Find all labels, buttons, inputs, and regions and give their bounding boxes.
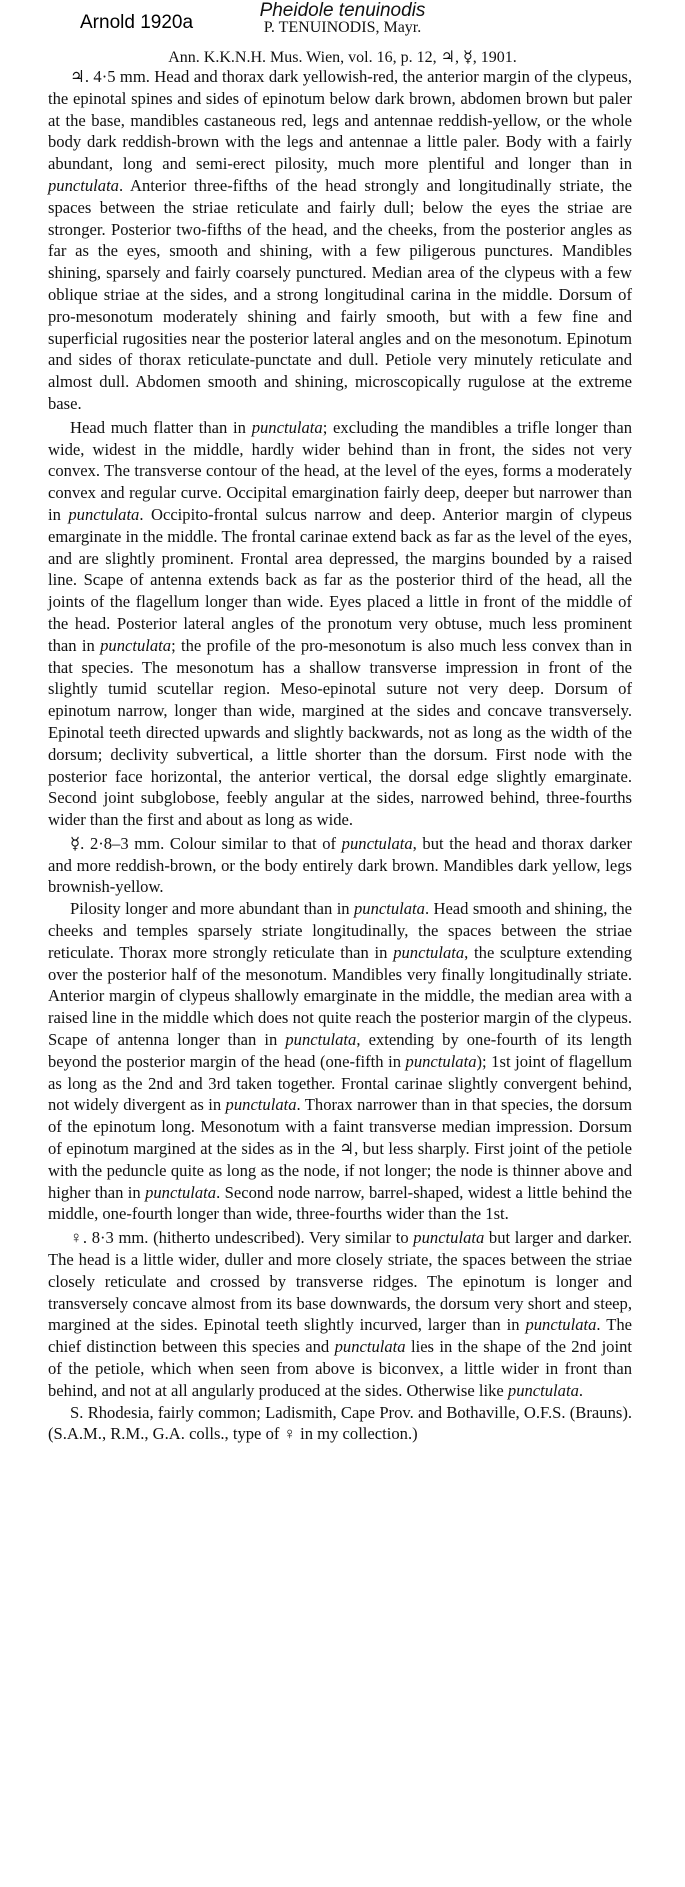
paragraph-major-head: Head much flatter than in punctulata; excluding the mandibles a trifle longer than wide, widest in the middle, hardly wider behind than in front, the sides not very convex. The transverse contour of the head, at the level of the eyes, forms a moderately convex and regular curve. Occipital emargination fairly deep, deeper but narrower than in punctulata. Occipito-frontal sulcus narrow and deep. Anterior margin of clypeus emarginate in the middle. The frontal carinae extend back as far as the level of the eyes, and are slightly prominent. Frontal area depressed, the margins bounded by a raised line. Scape of antenna extends back as far as the posterior third of the head, all the joints of the flagellum longer than wide. Eyes placed a little in front of the middle of the head. Posterior lateral angles of the pronotum very obtuse, much less prominent than in punctulata; the profile of the pro-mesonotum is also much less convex than in that species. The mesonotum has a shallow transverse impression in front of the slightly tumid scutellar region. Meso-epinotal suture not very deep. Dorsum of epinotum narrow, longer than wide, margined at the sides and concave transversely. Epinotal teeth directed upwards and slightly backwards, not as long as the width of the dorsum; declivity subvertical, a little shorter than the dorsum. First node with the posterior face horizontal, the anterior vertical, the dorsal edge slightly emarginate. Second joint subglobose, feebly angular at the sides, narrowed behind, three-fourths wider than the first and about as long as wide. (48, 417, 632, 830)
header-species-name: Pheidole tenuinodis (259, 0, 426, 21)
paragraph-distribution: S. Rhodesia, fairly common; Ladismith, Cape Prov. and Bothaville, O.F.S. (Brauns). (S.A.M., R.M., G.A. colls., type of ♀ in my collection.) (48, 1402, 632, 1444)
paragraph-minor-worker: ☿. 2·8–3 mm. Colour similar to that of punctulata, but the head and thorax darker and more reddish-brown, or the body entirely dark brown. Mandibles dark yellow, legs brownish-yellow. (48, 833, 632, 897)
header-author-year: Arnold 1920a (80, 12, 194, 33)
reference-line: Ann. K.K.N.H. Mus. Wien, vol. 16, p. 12, ♃, ☿, 1901. (168, 49, 517, 66)
paragraph-major-worker: ♃. 4·5 mm. Head and thorax dark yellowish-red, the anterior margin of the clypeus, the epinotal spines and sides of epinotum below dark brown, abdomen brown but paler at the base, mandibles castaneous red, legs and antennae reddish-yellow, or the whole body dark reddish-brown with the legs and antennae a little paler. Body with a fairly abundant, long and semi-erect pilosity, much more plentiful and longer than in punctulata. Anterior three-fifths of the head strongly and longitudinally striate, the spaces between the striae reticulate and fairly dull; below the eyes the striae are stronger. Posterior two-fifths of the head, and the cheeks, from the posterior angles as far as the eyes, smooth and shining, with a few piligerous punctures. Mandibles shining, sparsely and fairly coarsely punctured. Median area of the clypeus with a few oblique striae at the sides, and a strong longitudinal carina in the middle. Dorsum of pro-mesonotum moderately shining and fairly smooth, but with a few fine and superficial rugosities near the posterior lateral angles and on the mesonotum. Epinotum and sides of thorax reticulate-punctate and dull. Petiole very minutely reticulate and almost dull. Abdomen smooth and shining, microscopically rugulose at the extreme base. (48, 67, 632, 413)
paragraph-female: ♀. 8·3 mm. (hitherto undescribed). Very similar to punctulata but larger and darker. The head is a little wider, duller and more closely striate, the spaces between the striae closely reticulate and crossed by transverse ridges. The epinotum is longer and transversely concave almost from its base downwards, the dorsum very short and steep, margined at the sides. Epinotal teeth slightly incurved, larger than in punctulata. The chief distinction between this species and punctulata lies in the shape of the 2nd joint of the petiole, which when seen from above is biconvex, a little wider in front than behind, and not at all angularly produced at the sides. Otherwise like punctulata. (48, 1228, 632, 1400)
header-name-line: P. TENUINODIS, Mayr. (263, 19, 422, 36)
paragraph-minor-pilosity: Pilosity longer and more abundant than in punctulata. Head smooth and shining, the cheeks and temples sparsely striate longitudinally, the spaces between the striae reticulate. Thorax more strongly reticulate than in punctulata, the sculpture extending over the posterior half of the mesonotum. Mandibles very finally longitudinally striate. Anterior margin of clypeus shallowly emarginate in the middle, the median area with a raised line in the middle which does not quite reach the posterior margin of the clypeus. Scape of antenna longer than in punctulata, extending by one-fourth of its length beyond the posterior margin of the head (one-fifth in punctulata); 1st joint of flagellum as long as the 2nd and 3rd taken together. Frontal carinae slightly convergent behind, not widely divergent as in punctulata. Thorax narrower than in that species, the dorsum of the epinotum long. Mesonotum with a faint transverse median impression. Dorsum of epinotum margined at the sides as in the ♃, but less sharply. First joint of the petiole with the peduncle quite as long as the node, if not longer; the node is thinner above and higher than in punctulata. Second node narrow, barrel-shaped, widest a little behind the middle, one-fourth longer than wide, three-fourths wider than the 1st. (48, 899, 633, 1224)
body-text (48, 66, 632, 1445)
